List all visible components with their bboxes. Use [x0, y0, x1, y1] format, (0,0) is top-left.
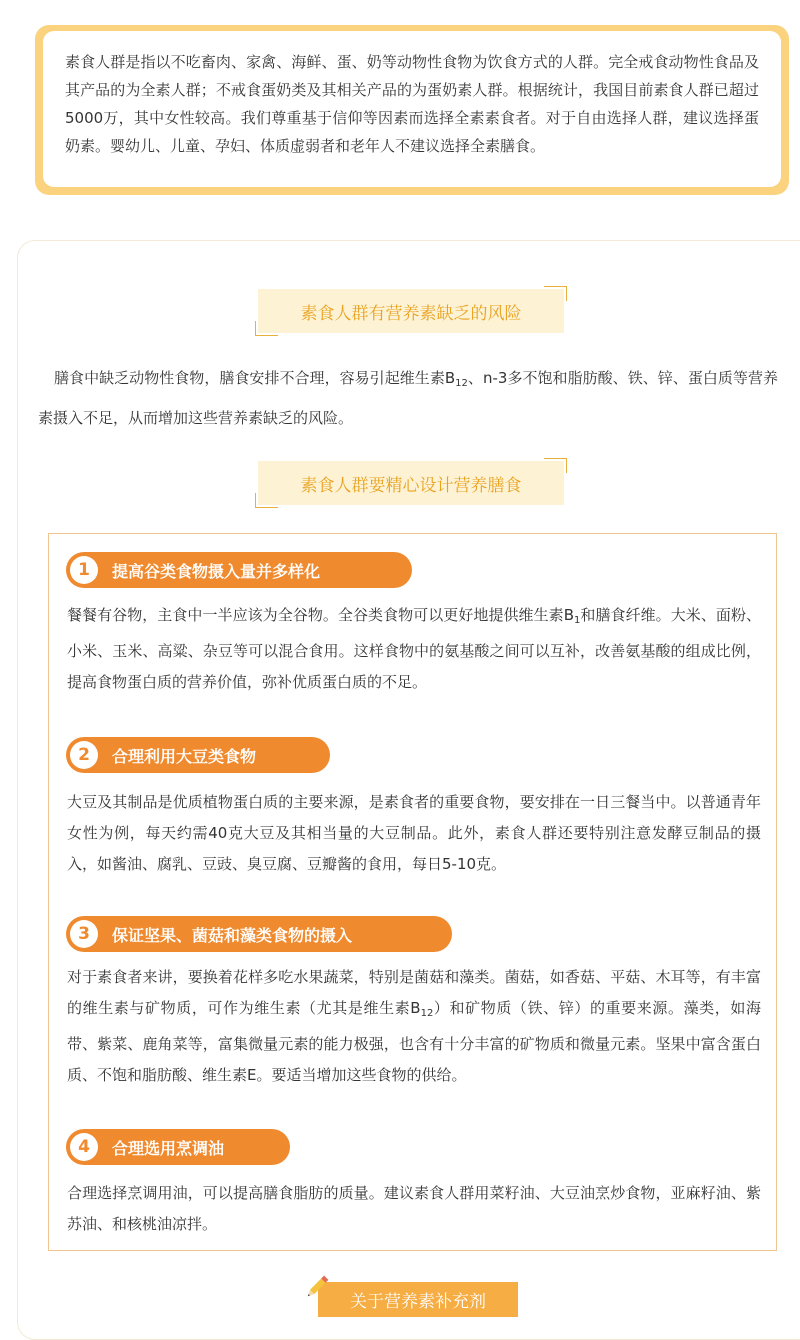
section-title-deficiency-risk	[258, 289, 564, 333]
tip-4-header	[66, 1129, 290, 1165]
title-corner-decoration	[544, 458, 567, 473]
title-corner-decoration	[544, 286, 567, 301]
subscript: 1	[574, 615, 581, 626]
section-title-text: 素食人群要精心设计营养膳食	[300, 475, 522, 496]
tip-3-header	[66, 916, 452, 952]
subscript: 12	[455, 378, 468, 389]
section-title-design-diet	[258, 461, 564, 505]
tip-4-text: 合理选择烹调用油，可以提高膳食脂肪的质量。建议素食人群用菜籽油、大豆油烹炒食物，亚麻籽油、紫苏油、和核桃油凉拌。	[67, 1184, 761, 1233]
tip-number-badge: 1	[70, 556, 98, 584]
tip-title: 保证坚果、菌菇和藻类食物的摄入	[112, 925, 353, 945]
subscript: 12	[420, 1008, 434, 1019]
tip-title: 合理选用烹调油	[112, 1138, 225, 1158]
tip-2-header	[66, 737, 330, 773]
paragraph-text: 和膳食纤维。大米、面粉、小米、玉米、高粱、杂豆等可以混合食用。这样食物中的氨基酸之间可以互补，改善氨基酸的组成比例，提高食物蛋白质的营养价值，弥补优质蛋白质的不足。	[67, 606, 761, 691]
paragraph-text: ）和矿物质（铁、锌）的重要来源。藻类，如海带、紫菜、鹿角菜等，富集微量元素的能力极强，也含有十分丰富的矿物质和微量元素。坚果中富含蛋白质、不饱和脂肪酸、维生素E。要适当增加这些食物的供给。	[67, 999, 761, 1084]
title-corner-decoration	[255, 321, 278, 336]
paragraph-text: 对于素食者来讲，要换着花样多吃水果蔬菜，特别是菌菇和藻类。菌菇，如香菇、平菇、木耳等，有丰富的维生素与矿物质，可作为维生素（尤其是维生素B	[67, 968, 761, 1017]
supplement-section-tag	[318, 1282, 518, 1317]
tip-1-text	[67, 600, 761, 698]
tip-number-badge: 3	[70, 920, 98, 948]
section-title-text: 素食人群有营养素缺乏的风险	[300, 303, 522, 324]
tip-number-badge: 4	[70, 1133, 98, 1161]
paragraph-text: 餐餐有谷物，主食中一半应该为全谷物。全谷类食物可以更好地提供维生素B	[67, 606, 574, 624]
tip-1-header	[66, 552, 412, 588]
paragraph-text: 、n-3多不饱和脂肪酸、铁、锌、蛋白质等营养素摄入不足，从而增加这些营养素缺乏的风险。	[38, 369, 779, 427]
tip-number-badge: 2	[70, 741, 98, 769]
pencil-icon	[302, 1272, 332, 1302]
supplement-section-label: 关于营养素补充剂	[350, 1292, 486, 1312]
tip-3-text	[67, 962, 761, 1091]
title-corner-decoration	[255, 493, 278, 508]
tip-title: 合理利用大豆类食物	[112, 746, 257, 766]
intro-text: 素食人群是指以不吃畜肉、家禽、海鲜、蛋、奶等动物性食物为饮食方式的人群。完全戒食动物性食品及其产品的为全素人群；不戒食蛋奶类及其相关产品的为蛋奶素人群。根据统计，我国目前素食人群已超过5000万，其中女性较高。我们尊重基于信仰等因素而选择全素素食者。对于自由选择人群，建议选择蛋奶素。婴幼儿、儿童、孕妇、体质虚弱者和老年人不建议选择全素膳食。	[43, 31, 781, 187]
tip-2-text: 大豆及其制品是优质植物蛋白质的主要来源，是素食者的重要食物，要安排在一日三餐当中。以普通青年女性为例，每天约需40克大豆及其相当量的大豆制品。此外，素食人群还要特别注意发酵豆制品的摄入，如酱油、腐乳、豆豉、臭豆腐、豆瓣酱的食用，每日5-10克。	[67, 793, 761, 873]
tip-title: 提高谷类食物摄入量并多样化	[112, 561, 321, 581]
paragraph-text: 膳食中缺乏动物性食物，膳食安排不合理，容易引起维生素B	[54, 369, 456, 387]
intro-frame	[35, 25, 789, 195]
section-deficiency-paragraph	[38, 361, 778, 435]
